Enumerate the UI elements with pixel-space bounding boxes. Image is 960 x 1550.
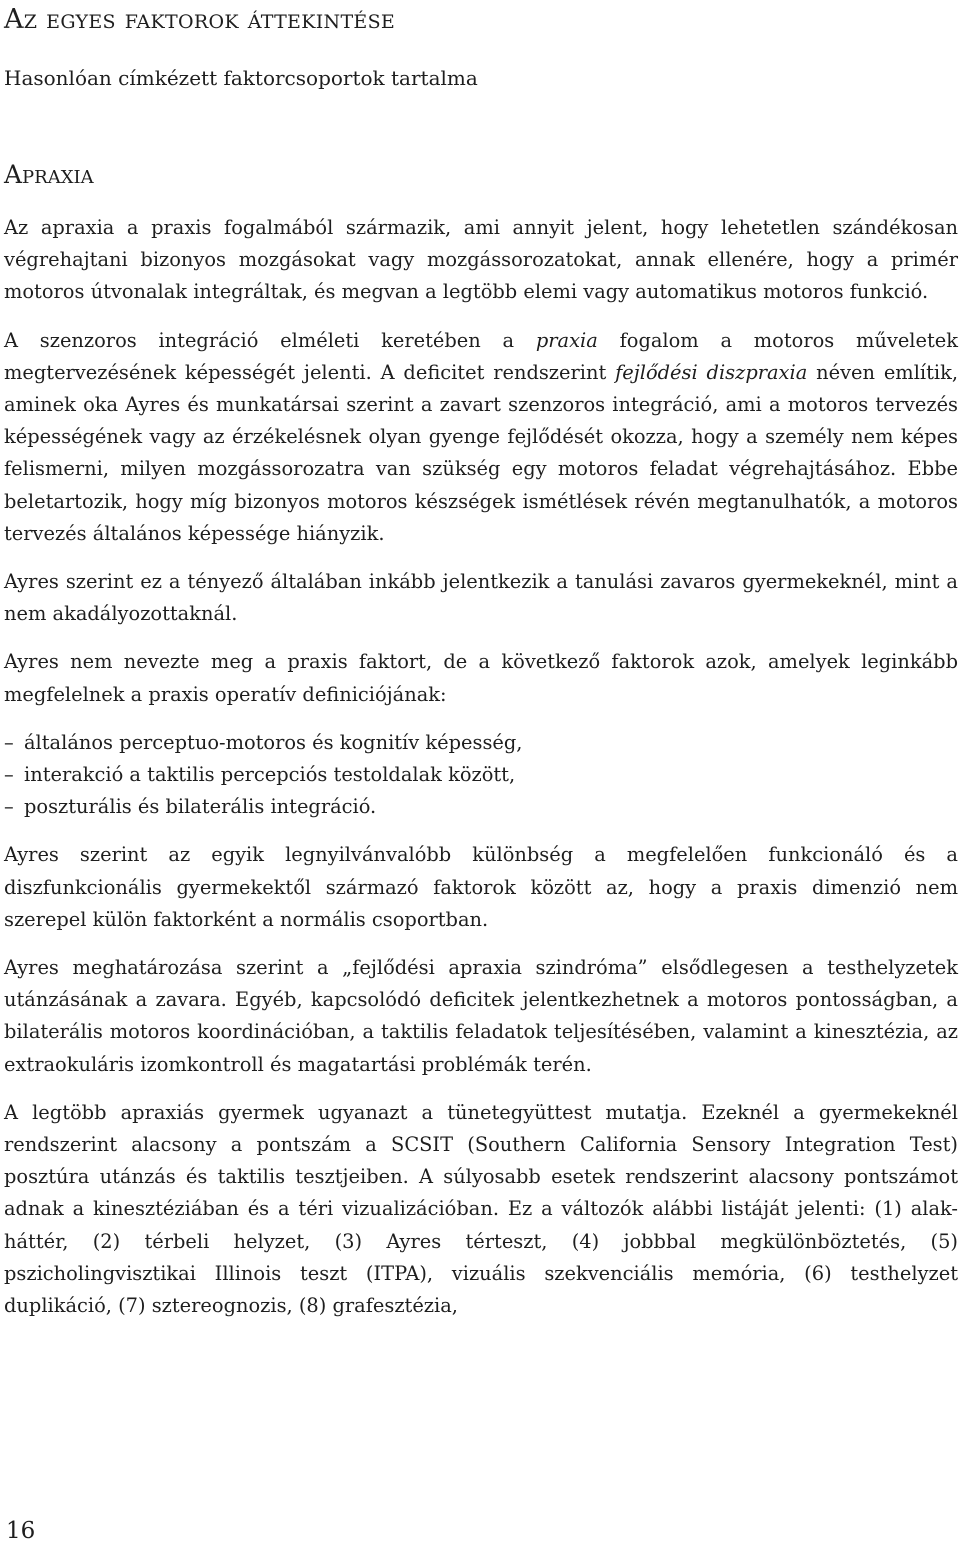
dash-bullet: –: [4, 730, 14, 754]
section-title: Apraxia: [4, 160, 94, 189]
list-item: [4, 791, 958, 823]
factor-list: [4, 727, 958, 824]
list-item-text: interakció a taktilis percepciós testoldalak között,: [24, 763, 516, 787]
paragraph-2-text-c: néven említik, aminek oka Ayres és munkatársai szerint a zavart szenzoros integráció, ami a motoros tervezés képességének vagy az érzékelésnek olyan gyenge fejlődését okozza, hogy a személy nem képes felismerni, milyen mozgássorozatra van szükség egy motoros feladat végrehajtásához. Ebbe beletartozik, hogy míg bizonyos motoros készségek ismétlések révén megtanulhatók, a motoros tervezés általános képessége hiányzik.: [4, 360, 959, 545]
paragraph-3: Ayres szerint ez a tényező általában inkább jelentkezik a tanulási zavaros gyermekeknél, mint a nem akadályozottaknál.: [4, 570, 958, 626]
page-subtitle: Hasonlóan címkézett faktorcsoportok tartalma: [4, 66, 478, 90]
dash-bullet: –: [4, 763, 14, 787]
list-item: [4, 727, 958, 759]
document-body: [4, 212, 958, 1338]
page-number: 16: [6, 1518, 36, 1544]
list-item: [4, 759, 958, 791]
list-item-text: poszturális és bilaterális integráció.: [24, 795, 377, 819]
term-fejlodesi-diszpraxia: fejlődési diszpraxia: [615, 360, 808, 384]
list-item-text: általános perceptuo-motoros és kognitív képesség,: [24, 730, 523, 754]
page-title: Az egyes faktorok áttekintése: [4, 4, 396, 35]
paragraph-7: A legtöbb apraxiás gyermek ugyanazt a tünetegyüttest mutatja. Ezeknél a gyermekeknél rendszerint alacsony a pontszám a SCSIT (Southern California Sensory Integration Test) posztúra utánzás és taktilis tesztjeiben. A súlyosabb esetek rendszerint alacsony pontszámot adnak a kinesztéziában és a téri vizualizációban. Ez a változók alábbi listáját jelenti: (1) alak-háttér, (2) térbeli helyzet, (3) Ayres térteszt, (4) jobbbal megkülönböztetés, (5) pszicholingvisztikai Illinois teszt (ITPA), vizuális szekvenciális memória, (6) testhelyzet duplikáció, (7) sztereognozis, (8) grafesztézia,: [4, 1100, 958, 1318]
paragraph-5: Ayres szerint az egyik legnyilvánvalóbb különbség a megfelelően funkcionáló és a diszfunkcionális gyermekektől származó faktorok között az, hogy a praxis dimenzió nem szerepel külön faktorként a normális csoportban.: [4, 843, 958, 931]
paragraph-1: Az apraxia a praxis fogalmából származik, ami annyit jelent, hogy lehetetlen szándékosan végrehajtani bizonyos mozgásokat vagy mozgássorozatokat, annak ellenére, hogy a primér motoros útvonalak integráltak, és megvan a legtöbb elemi vagy automatikus motoros funkció.: [4, 216, 958, 304]
paragraph-6: Ayres meghatározása szerint a „fejlődési apraxia szindróma” elsődlegesen a testhelyzetek utánzásának a zavara. Egyéb, kapcsolódó deficitek jelentkezhetnek a motoros pontosságban, a bilaterális motoros koordinációban, a taktilis feladatok teljesítésében, valamint a kinesztézia, az extraokuláris izomkontroll és magatartási problémák terén.: [4, 956, 958, 1076]
paragraph-2-text-b: fogalom a motoros műveletek megtervezésének képességét jelenti. A deficitet rendszerint: [4, 328, 958, 384]
term-praxia: praxia: [535, 328, 598, 352]
paragraph-2: [4, 325, 958, 550]
dash-bullet: –: [4, 795, 14, 819]
paragraph-4: Ayres nem nevezte meg a praxis faktort, de a következő faktorok azok, amelyek leginkább megfelelnek a praxis operatív definiciójának:: [4, 650, 958, 706]
paragraph-2-text-a: A szenzoros integráció elméleti keretében a: [4, 328, 536, 352]
